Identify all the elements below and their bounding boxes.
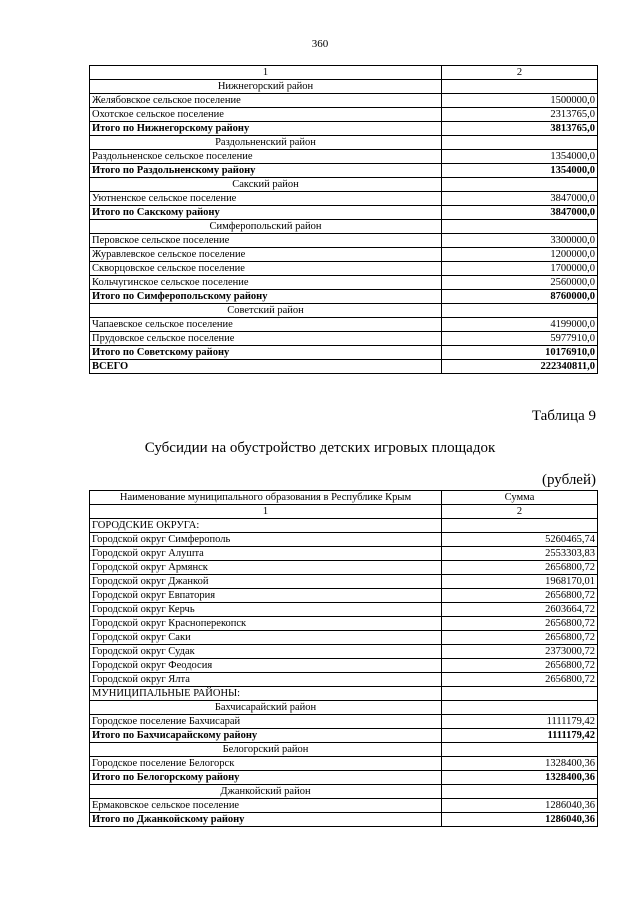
table-row [90,715,598,729]
row-value: 1286040,36 [442,813,598,827]
row-value: 10176910,0 [442,346,598,360]
row-label: Итого по Бахчисарайскому району [90,729,442,743]
row-label: МУНИЦИПАЛЬНЫЕ РАЙОНЫ: [90,687,442,701]
table-row [90,318,598,332]
table-row [90,799,598,813]
row-value [442,687,598,701]
table-row [90,631,598,645]
row-label: Городское поселение Белогорск [90,757,442,771]
row-label: Сакский район [90,178,442,192]
row-value: 1354000,0 [442,164,598,178]
row-value: 5977910,0 [442,332,598,346]
table-row [90,192,598,206]
row-value: 1111179,42 [442,729,598,743]
row-label: Городской округ Керчь [90,603,442,617]
table-row [90,547,598,561]
row-label: Итого по Белогорскому району [90,771,442,785]
row-value: 2656800,72 [442,673,598,687]
row-label: Итого по Сакскому району [90,206,442,220]
row-value: 1200000,0 [442,248,598,262]
row-label: Городской округ Симферополь [90,533,442,547]
table-row [90,276,598,290]
row-label: Городской округ Алушта [90,547,442,561]
column-number-row [90,66,598,80]
row-value [442,304,598,318]
district-header-row [90,80,598,94]
row-label: Симферопольский район [90,220,442,234]
row-label: Итого по Советскому району [90,346,442,360]
table-row [90,332,598,346]
row-label: Ермаковское сельское поселение [90,799,442,813]
row-label: Городской округ Джанкой [90,575,442,589]
row-label: Итого по Нижнегорскому району [90,122,442,136]
header-row [90,491,598,505]
district-header-row [90,304,598,318]
row-label: Городской округ Ялта [90,673,442,687]
row-value [442,136,598,150]
row-label: Белогорский район [90,743,442,757]
row-value: 3813765,0 [442,122,598,136]
units-label: (рублей) [541,472,596,488]
district-header-row [90,136,598,150]
total-row [90,346,598,360]
row-label: Джанкойский район [90,785,442,799]
row-label: Городской округ Саки [90,631,442,645]
table-row [90,575,598,589]
total-row [90,729,598,743]
row-label: Городской округ Судак [90,645,442,659]
row-label: Раздольненское сельское поселение [90,150,442,164]
district-header-row [90,701,598,715]
row-label: Нижнегорский район [90,80,442,94]
row-value [442,519,598,533]
row-value: 2603664,72 [442,603,598,617]
row-value [442,743,598,757]
total-row [90,122,598,136]
row-value: 3847000,0 [442,192,598,206]
column-number-1: 1 [90,505,442,519]
row-value [442,701,598,715]
table-row [90,561,598,575]
row-label: Кольчугинское сельское поселение [90,276,442,290]
row-value: 1968170,01 [442,575,598,589]
total-row [90,164,598,178]
group-header-row [90,687,598,701]
row-value: 2656800,72 [442,589,598,603]
table-row [90,234,598,248]
row-value [442,785,598,799]
header-name: Наименование муниципального образования в Республике Крым [90,491,442,505]
total-row [90,813,598,827]
table-row [90,645,598,659]
row-value: 2313765,0 [442,108,598,122]
total-row [90,360,598,374]
page-number: 360 [311,38,329,50]
row-label: Городской округ Феодосия [90,659,442,673]
row-value: 5260465,74 [442,533,598,547]
table-row [90,262,598,276]
row-value: 222340811,0 [442,360,598,374]
row-value: 1500000,0 [442,94,598,108]
row-value: 2560000,0 [442,276,598,290]
row-label: Уютненское сельское поселение [90,192,442,206]
table-row [90,603,598,617]
row-value: 1354000,0 [442,150,598,164]
table-row [90,108,598,122]
row-value: 1111179,42 [442,715,598,729]
table-label: Таблица 9 [531,408,596,424]
row-label: Перовское сельское поселение [90,234,442,248]
column-number-2: 2 [442,505,598,519]
total-row [90,206,598,220]
total-row [90,771,598,785]
row-value: 1286040,36 [442,799,598,813]
table-row [90,248,598,262]
group-header-row [90,519,598,533]
table-row [90,150,598,164]
district-header-row [90,220,598,234]
row-label: Городской округ Евпатория [90,589,442,603]
row-label: Городское поселение Бахчисарай [90,715,442,729]
total-row [90,290,598,304]
district-header-row [90,785,598,799]
row-label: ГОРОДСКИЕ ОКРУГА: [90,519,442,533]
row-label: ВСЕГО [90,360,442,374]
row-label: Итого по Симферопольскому району [90,290,442,304]
district-header-row [90,743,598,757]
row-value [442,80,598,94]
column-number-row [90,505,598,519]
table-row [90,533,598,547]
row-label: Городской округ Красноперекопск [90,617,442,631]
row-label: Итого по Раздольненскому району [90,164,442,178]
table-row [90,659,598,673]
column-number-1: 1 [90,66,442,80]
row-label: Скворцовское сельское поселение [90,262,442,276]
row-label: Журавлевское сельское поселение [90,248,442,262]
table-row [90,94,598,108]
table-row [90,673,598,687]
row-label: Желябовское сельское поселение [90,94,442,108]
table-row [90,589,598,603]
row-value: 8760000,0 [442,290,598,304]
district-header-row [90,178,598,192]
row-value [442,178,598,192]
row-value: 2656800,72 [442,617,598,631]
row-value: 3847000,0 [442,206,598,220]
row-label: Бахчисарайский район [90,701,442,715]
column-number-2: 2 [442,66,598,80]
table-row [90,617,598,631]
row-value: 2373000,72 [442,645,598,659]
row-label: Чапаевское сельское поселение [90,318,442,332]
row-label: Советский район [90,304,442,318]
table-row [90,757,598,771]
table-budget-continuation [89,65,598,374]
row-label: Городской округ Армянск [90,561,442,575]
row-label: Прудовское сельское поселение [90,332,442,346]
row-value: 4199000,0 [442,318,598,332]
row-value: 2553303,83 [442,547,598,561]
row-label: Охотское сельское поселение [90,108,442,122]
row-label: Итого по Джанкойскому району [90,813,442,827]
row-value: 3300000,0 [442,234,598,248]
row-value: 2656800,72 [442,561,598,575]
header-sum: Сумма [442,491,598,505]
row-value: 2656800,72 [442,659,598,673]
row-label: Раздольненский район [90,136,442,150]
row-value: 1328400,36 [442,757,598,771]
row-value: 1328400,36 [442,771,598,785]
row-value: 1700000,0 [442,262,598,276]
table-playground-subsidies [89,490,598,827]
row-value [442,220,598,234]
row-value: 2656800,72 [442,631,598,645]
table-title: Субсидии на обустройство детских игровых площадок [144,440,496,456]
